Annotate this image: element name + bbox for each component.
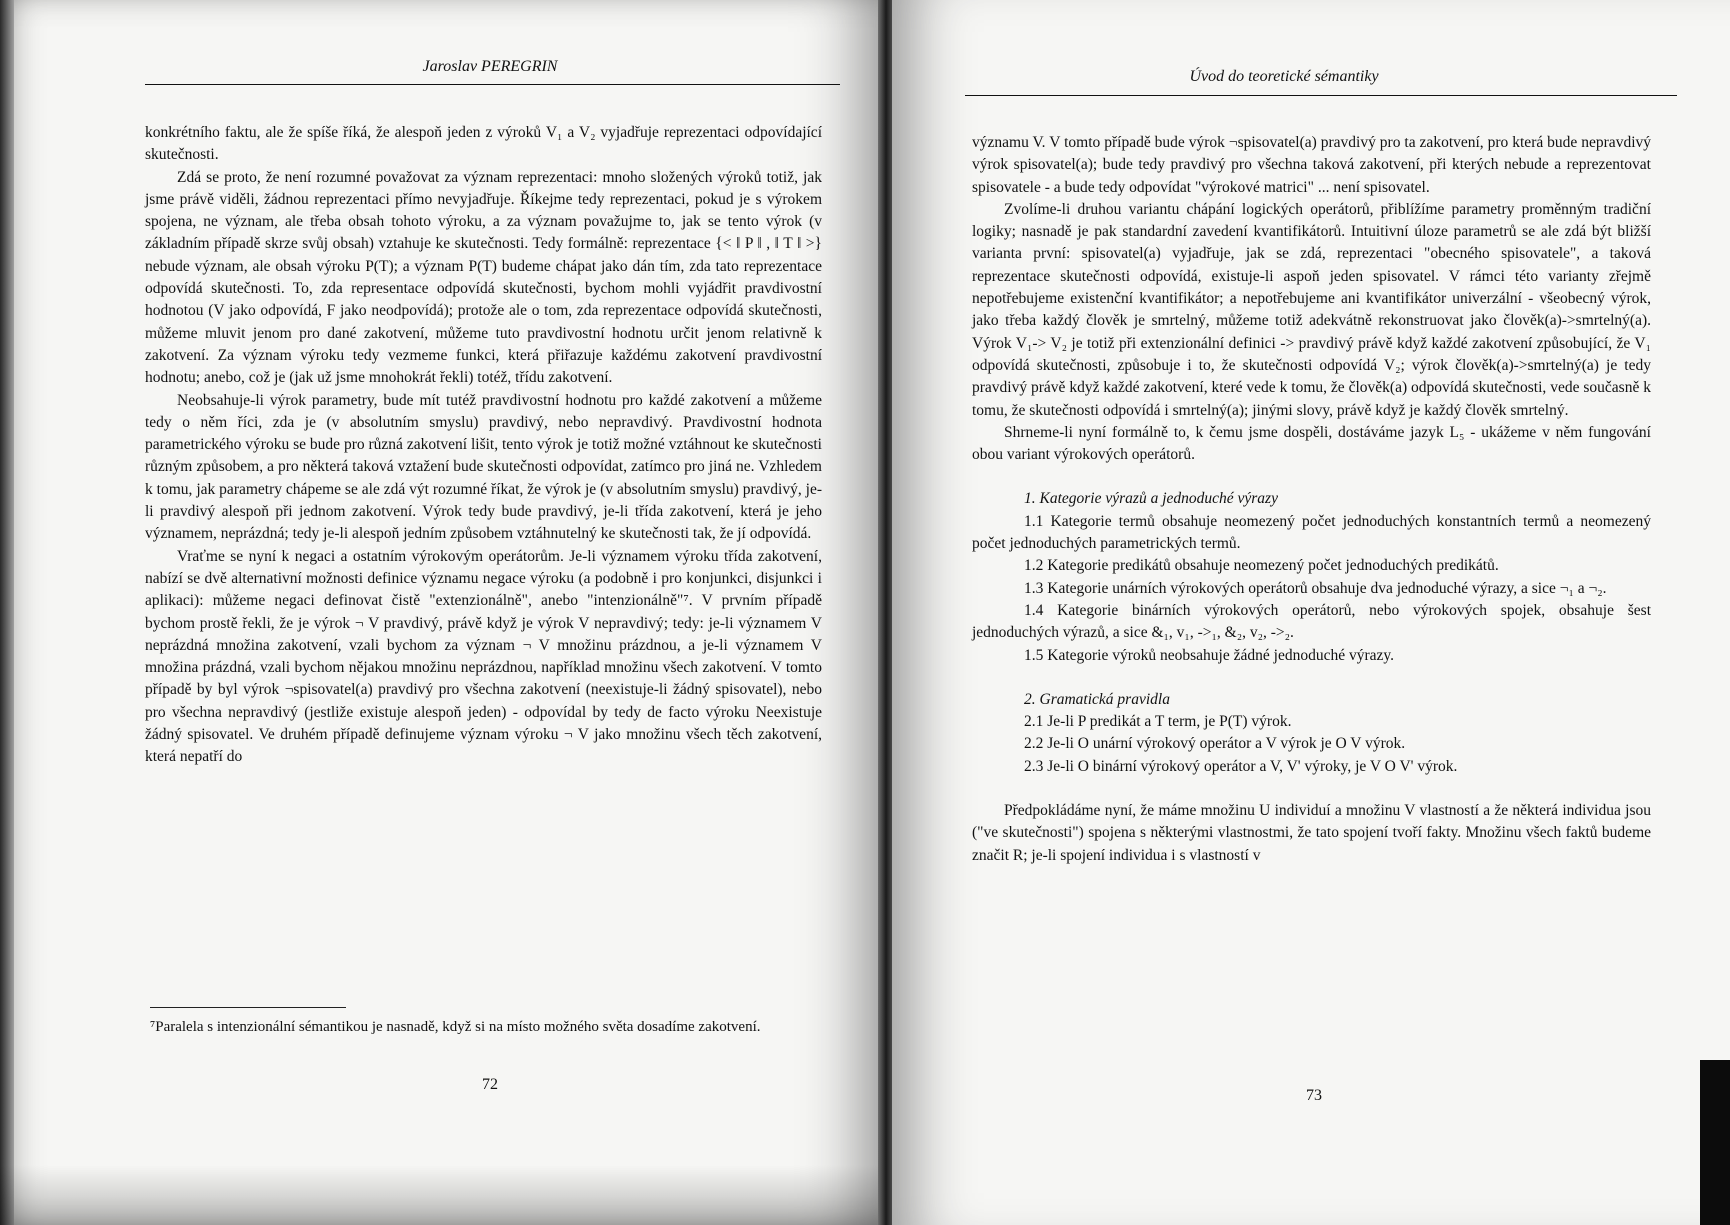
section-heading: 1. Kategorie výrazů a jednoduché výrazy bbox=[1024, 490, 1278, 508]
paragraph: Zvolíme-li druhou variantu chápání logických operátorů, přiblížíme parametry proměnným tradiční logiky; nasnadě je pak standardní zavedení kvantifikátorů. Intuitivní úloze parametrů se ale zdá být bližší varianta první: spisovatel(a) vyjadřuje, jak se zdá, reprezentaci "obecného spisovatele", a taková reprezentace skutečnosti odpovídá, existuje-li aspoň jeden spisovatel. V rámci této varianty zřejmě nepotřebujeme existenční kvantifikátor; a nepotřebujeme ani kvantifikátor univerzální - všeobecný výrok, jako třeba každý člověk je smrtelný, můžeme totiž adekvátně rekonstruovat jako člověk(a)->smrtelný(a). Výrok V₁-> V₂ je totiž při extenzionální definici -> pravdivý právě když každé zakotvení způsobující, že V₁ odpovídá skutečnosti, způsobuje i to, že skutečnosti odpovídá V₂; výrok člověk(a)->smrtelný(a) je tedy pravdivý právě když každé zakotvení, které vede k tomu, že člověk(a) odpovídá skutečnosti, vede současně k tomu, že skutečnosti odpovídá i smrtelný(a); jinými slovy, právě když je každý člověk smrtelný. bbox=[972, 200, 1651, 419]
paragraph: Vraťme se nyní k negaci a ostatním výrokovým operátorům. Je-li významem výroku třída zakotvení, nabízí se dvě alternativní možnosti definice významu negace výroku (a podobně i pro konjunkci, disjunkci i aplikaci): můžeme negaci definovat čistě "extenzionálně", anebo "intenzionálně"⁷. V prvním případě bychom prostě řekli, že je výrok ¬ V pravdivý, právě když je výrok V nepravdivý; tedy: je-li významem V neprázdná množina zakotvení, vzali bychom za význam ¬ V množinu prázdnou, a je-li významem V množina prázdná, vzali bychom nějakou množinu neprázdnou, například množinu všech zakotvení. V tomto případě by byl výrok ¬spisovatel(a) pravdivý pro všechna zakotvení (neexistuje-li žádný spisovatel), nebo pro všechna nepravdivý (jestliže existuje alespoň jeden) - odpovídal by tedy de facto výroku Neexistuje žádný spisovatel. Ve druhém případě definujeme význam výroku ¬ V jako množinu všech těch zakotvení, která nepatří do bbox=[145, 547, 822, 766]
list-item: 1.1 Kategorie termů obsahuje neomezený počet jednoduchých konstantních termů a neomezený počet jednoduchých parametrických termů. bbox=[972, 512, 1651, 553]
paragraph: významu V. V tomto případě bude výrok ¬spisovatel(a) pravdivý pro ta zakotvení, pro která bude nepravdivý výrok spisovatel(a); bude tedy pravdivý pro všechna taková zakotvení, při kterých nebude a reprezentovat spisovatele - a bude tedy odpovídat "výrokové matrici" ... není spisovatel. bbox=[972, 134, 1651, 196]
page-number: 72 bbox=[482, 1076, 498, 1093]
left-running-head: Jaroslav PEREGRIN bbox=[422, 58, 558, 75]
right-header-rule bbox=[965, 95, 1677, 96]
right-body-text bbox=[972, 132, 1651, 867]
left-body-text bbox=[145, 122, 822, 769]
scan-edge bbox=[1700, 1060, 1730, 1225]
section-heading: 2. Gramatická pravidla bbox=[1024, 690, 1170, 708]
list-item: 1.2 Kategorie predikátů obsahuje neomezený počet jednoduchých predikátů. bbox=[1024, 557, 1499, 575]
right-running-head: Úvod do teoretické sémantiky bbox=[1189, 68, 1379, 85]
list-item: 2.1 Je-li P predikát a T term, je P(T) výrok. bbox=[1024, 713, 1292, 731]
list-item: 1.4 Kategorie binárních výrokových operátorů, nebo výrokových spojek, obsahuje šest jednoduchých výrazů, a sice &₁, v₁, ->₁, &₂, v₂, ->₂. bbox=[972, 601, 1651, 642]
footnote: ⁷Paralela s intenzionální sémantikou je nasnadě, když si na místo možného světa dosadíme zakotvení. bbox=[150, 1019, 761, 1035]
page-number: 73 bbox=[1306, 1087, 1322, 1104]
right-page bbox=[892, 0, 1730, 1225]
paragraph: konkrétního faktu, ale že spíše říká, že alespoň jeden z výroků V₁ a V₂ vyjadřuje reprezentaci odpovídající skutečnosti. bbox=[145, 124, 822, 164]
paragraph: Předpokládáme nyní, že máme množinu U individuí a množinu V vlastností a že některá individua jsou ("ve skutečnosti") spojena s některými vlastnostmi, že tato spojení tvoří fakty. Množinu všech faktů budeme značit R; je-li spojení individua i s vlastností v bbox=[972, 802, 1651, 864]
page-edge-shadow bbox=[0, 0, 14, 1225]
list-item: 2.2 Je-li O unární výrokový operátor a V výrok je O V výrok. bbox=[1024, 735, 1406, 753]
paragraph: Neobsahuje-li výrok parametry, bude mít tutéž pravdivostní hodnotu pro každé zakotvení a můžeme tedy o něm říci, zda je (v absolutním smyslu) pravdivý, nebo nepravdivý. Pravdivostní hodnota parametrického výroku se bude pro různá zakotvení lišit, tento výrok je totiž možné vztáhnout ke skutečnosti různým způsobem, a pro některá taková vztažení bude skutečnosti odpovídat, zatímco pro jiná ne. Vzhledem k tomu, jak parametry chápeme se ale zdá výt rozumné říkat, že výrok je (v absolutním smyslu) pravdivý, je-li pravdivý alespoň při jednom zakotvení. Výrok tedy bude pravdivý, je-li třída zakotvení, která je jeho významem, neprázdná; tedy je-li alespoň jedním způsobem vztáhnutelný ke skutečnosti tak, že jí odpovídá. bbox=[145, 391, 822, 543]
paragraph: Shrneme-li nyní formálně to, k čemu jsme dospěli, dostáváme jazyk L₅ - ukážeme v něm fungování obou variant výrokových operátorů. bbox=[972, 423, 1651, 464]
list-item: 1.3 Kategorie unárních výrokových operátorů obsahuje dva jednoduché výrazy, a sice ¬₁ a ¬₂. bbox=[1024, 579, 1607, 597]
left-header-rule bbox=[145, 84, 840, 85]
paragraph: Zdá se proto, že není rozumné považovat za význam reprezentaci: mnoho složených výroků totiž, jak jsme právě viděli, žádnou reprezentaci přímo nevyjadřuje. Říkejme tedy reprezentaci, pokud je s výrokem spojena, ne význam, ale třeba obsah tohoto výroku, a za význam považujme to, jak se tento výrok (v základním případě skrze svůj obsah) vztahuje ke skutečnosti. Tedy formálně: reprezentace {< ‖ P ‖ , ‖ T ‖ >} nebude význam, ale obsah výroku P(T); a význam P(T) budeme chápat jako dán tím, zda tato reprezentace odpovídá skutečnosti. To, zda representace odpovídá skutečnosti, bychom mohli vyjádřit pravdivostní hodnotou (V jako odpovídá, F jako neodpovídá); protože ale o tom, zda reprezentace odpovídá skutečnosti, můžeme mluvit jenom pro dané zakotvení, můžeme tuto pravdivostní hodnotu určit jenom relativně k zakotvení. Za význam výroku tedy vezmeme funkci, která přiřazuje každému zakotvení pravdivostní hodnotu; anebo, což je (jak už jsme mnohokrát řekli) totéž, třídu zakotvení. bbox=[145, 168, 822, 387]
list-item: 1.5 Kategorie výroků neobsahuje žádné jednoduché výrazy. bbox=[1024, 646, 1394, 664]
spacer bbox=[972, 778, 1651, 800]
page-bottom-shadow bbox=[0, 1165, 880, 1225]
footnote-rule bbox=[150, 1007, 346, 1008]
list-item: 2.3 Je-li O binární výrokový operátor a V, V' výroky, je V O V' výrok. bbox=[1024, 757, 1458, 775]
